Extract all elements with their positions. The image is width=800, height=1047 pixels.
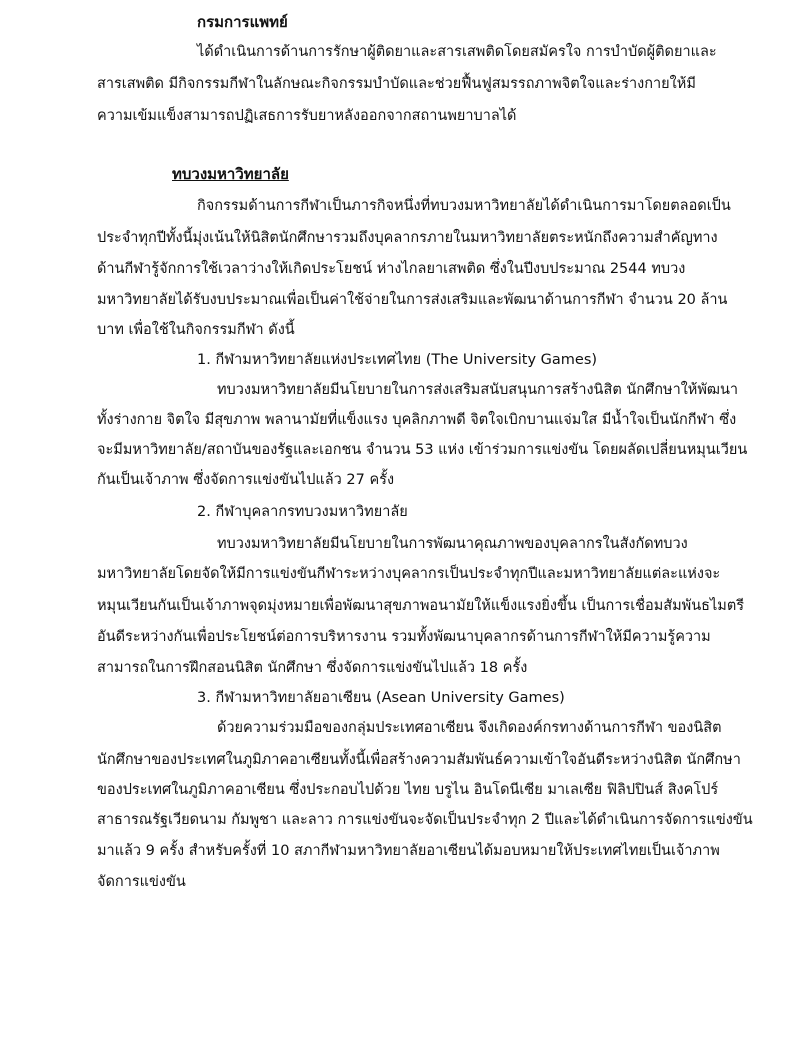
paragraph-line: บาท เพื่อใช้ในกิจกรรมกีฬา ดังนี้ bbox=[97, 322, 295, 338]
paragraph-line: สาธารณรัฐเวียดนาม กัมพูชา และลาว การแข่งขันจะจัดเป็นประจำทุก 2 ปีและได้ดำเนินการจัดการแข่งขัน bbox=[97, 812, 753, 828]
paragraph-line: จัดการแข่งขัน bbox=[97, 874, 186, 890]
paragraph-line: จะมีมหาวิทยาลัย/สถาบันของรัฐและเอกชน จำนวน 53 แห่ง เข้าร่วมการแข่งขัน โดยผลัดเปลี่ยนหมุนเวียน bbox=[97, 442, 748, 458]
paragraph-line: ด้วยความร่วมมือของกลุ่มประเทศอาเซียน จึงเกิดองค์กรทางด้านการกีฬา ของนิสิต bbox=[217, 720, 722, 736]
paragraph-line: หมุนเวียนกันเป็นเจ้าภาพจุดมุ่งหมายเพื่อพัฒนาสุขภาพอนามัยให้แข็งแรงยิ่งขึ้น เป็นการเชื่อมสัมพันธไมตรี bbox=[97, 598, 745, 614]
paragraph-line: อันดีระหว่างกันเพื่อประโยชน์ต่อการบริหารงาน รวมทั้งพัฒนาบุคลากรด้านการกีฬาให้มีความรู้ความ bbox=[97, 629, 711, 645]
paragraph-line: กิจกรรมด้านการกีฬาเป็นภารกิจหนึ่งที่ทบวงมหาวิทยาลัยได้ดำเนินการมาโดยตลอดเป็น bbox=[197, 198, 731, 214]
section-heading-ministry-of-university-affairs: ทบวงมหาวิทยาลัย bbox=[172, 165, 289, 183]
paragraph-line: มาแล้ว 9 ครั้ง สำหรับครั้งที่ 10 สภากีฬามหาวิทยาลัยอาเซียนได้มอบหมายให้ประเทศไทยเป็นเจ้าภาพ bbox=[97, 843, 720, 859]
paragraph-line: ของประเทศในภูมิภาคอาเซียน ซึ่งประกอบไปด้วย ไทย บรูไน อินโดนีเซีย มาเลเซีย ฟิลิปปินส์ สิงคโปร์ bbox=[97, 782, 719, 798]
paragraph-line: สารเสพติด มีกิจกรรมกีฬาในลักษณะกิจกรรมบำบัดและช่วยฟื้นฟูสมรรถภาพจิตใจและร่างกายให้มี bbox=[97, 76, 696, 92]
paragraph-line: สามารถในการฝึกสอนนิสิต นักศึกษา ซึ่งจัดการแข่งขันไปแล้ว 18 ครั้ง bbox=[97, 660, 528, 676]
list-item-title-personnel-games: 2. กีฬาบุคลากรทบวงมหาวิทยาลัย bbox=[197, 504, 408, 520]
paragraph-line: ประจำทุกปีทั้งนี้มุ่งเน้นให้นิสิตนักศึกษารวมถึงบุคลากรภายในมหาวิทยาลัยตระหนักถึงความสำคัญทาง bbox=[97, 230, 718, 246]
paragraph-line: มหาวิทยาลัยโดยจัดให้มีการแข่งขันกีฬาระหว่างบุคลากรเป็นประจำทุกปีและมหาวิทยาลัยแต่ละแห่งจะ bbox=[97, 566, 721, 582]
section-heading-department-of-medical-services: กรมการแพทย์ bbox=[197, 13, 288, 31]
paragraph-line: มหาวิทยาลัยได้รับงบประมาณเพื่อเป็นค่าใช้จ่ายในการส่งเสริมและพัฒนาด้านการกีฬา จำนวน 20 ล้าน bbox=[97, 292, 728, 308]
list-item-title-asean-university-games: 3. กีฬามหาวิทยาลัยอาเซียน (Asean University Games) bbox=[197, 690, 565, 706]
paragraph-line: ทบวงมหาวิทยาลัยมีนโยบายในการส่งเสริมสนับสนุนการสร้างนิสิต นักศึกษาให้พัฒนา bbox=[217, 382, 739, 398]
paragraph-line: ด้านกีฬารู้จักการใช้เวลาว่างให้เกิดประโยชน์ ห่างไกลยาเสพติด ซึ่งในปีงบประมาณ 2544 ทบวง bbox=[97, 261, 686, 277]
paragraph-line: ทบวงมหาวิทยาลัยมีนโยบายในการพัฒนาคุณภาพของบุคลากรในสังกัดทบวง bbox=[217, 536, 688, 552]
paragraph-line: กันเป็นเจ้าภาพ ซึ่งจัดการแข่งขันไปแล้ว 27 ครั้ง bbox=[97, 472, 395, 488]
paragraph-line: ความเข้มแข็งสามารถปฏิเสธการรับยาหลังออกจากสถานพยาบาลได้ bbox=[97, 108, 517, 124]
paragraph-line: นักศึกษาของประเทศในภูมิภาคอาเซียนทั้งนี้เพื่อสร้างความสัมพันธ์ความเข้าใจอันดีระหว่างนิสิต นักศึกษา bbox=[97, 752, 741, 768]
list-item-title-university-games: 1. กีฬามหาวิทยาลัยแห่งประเทศไทย (The University Games) bbox=[197, 352, 598, 368]
paragraph-line: ได้ดำเนินการด้านการรักษาผู้ติดยาและสารเสพติดโดยสมัครใจ การบำบัดผู้ติดยาและ bbox=[197, 44, 717, 60]
paragraph-line: ทั้งร่างกาย จิตใจ มีสุขภาพ พลานามัยที่แข็งแรง บุคลิกภาพดี จิตใจเบิกบานแจ่มใส มีน้ำใจเป็นนักกีฬา ซึ่ง bbox=[97, 412, 737, 428]
